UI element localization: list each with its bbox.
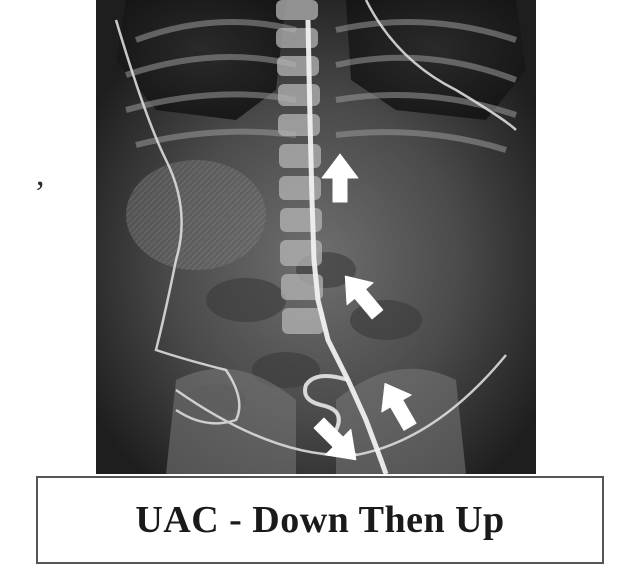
stray-comma: , <box>36 156 45 193</box>
xray-abdomen-icon <box>96 0 536 474</box>
xray-image <box>96 0 536 474</box>
caption-box <box>36 476 604 564</box>
caption-title: UAC - Down Then Up <box>135 499 505 541</box>
